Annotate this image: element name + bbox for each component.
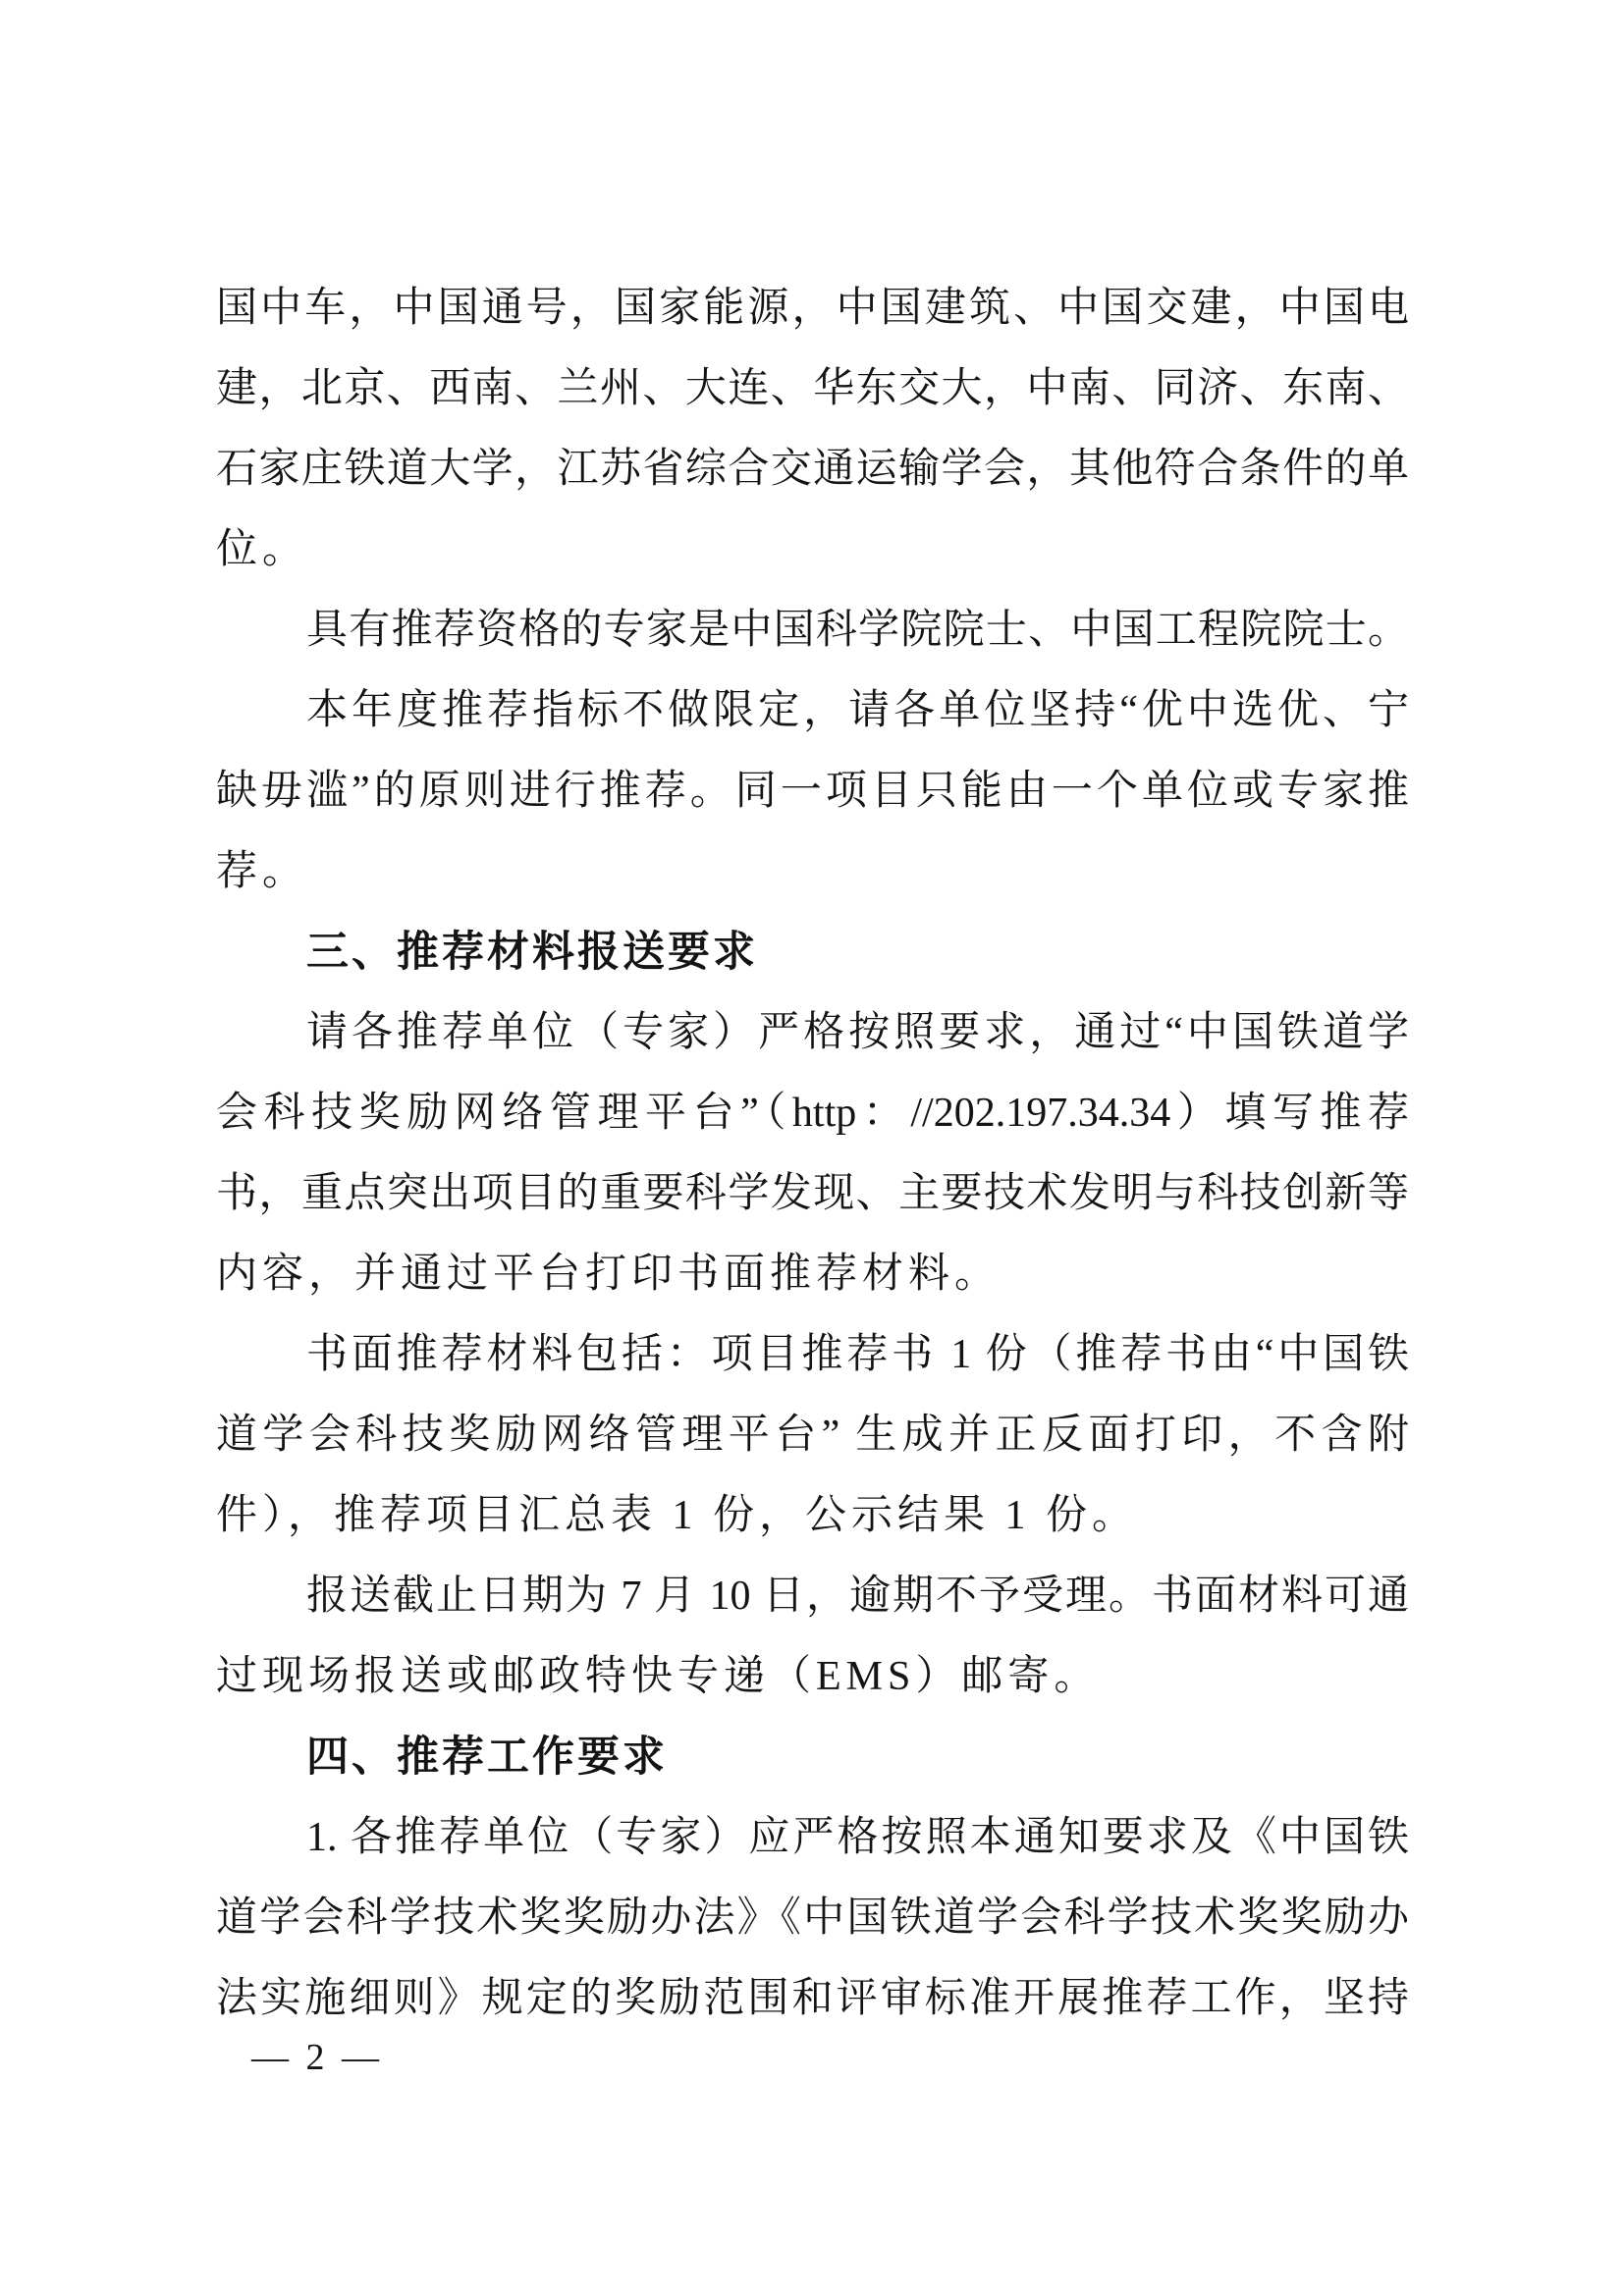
text-line: 本年度推荐指标不做限定，请各单位坚持“优中选优、宁 <box>306 688 1409 733</box>
text-line: 报送截止日期为 7 月 10 日，逾期不予受理。书面材料可通 <box>306 1574 1409 1619</box>
text-line: 法实施细则》规定的奖励范围和评审标准开展推荐工作，坚持 <box>216 1976 1409 2021</box>
text-line: 具有推荐资格的专家是中国科学院院士、中国工程院院士。 <box>306 608 1409 653</box>
text-line: 书面推荐材料包括：项目推荐书 1 份（推荐书由“中国铁 <box>306 1332 1409 1377</box>
text-line: 道学会科学技术奖奖励办法》《中国铁道学会科学技术奖奖励办 <box>216 1896 1409 1941</box>
text-line: 请各推荐单位（专家）严格按照要求，通过“中国铁道学 <box>306 1010 1409 1055</box>
text-line: 过现场报送或邮政特快专递（EMS）邮寄。 <box>216 1654 1101 1699</box>
text-line: 国中车，中国通号，国家能源，中国建筑、中国交建，中国电 <box>216 286 1409 331</box>
text-line: 1. 各推荐单位（专家）应严格按照本通知要求及《中国铁 <box>306 1815 1409 1860</box>
section-heading: 三、推荐材料报送要求 <box>306 929 758 976</box>
section-heading: 四、推荐工作要求 <box>306 1734 668 1781</box>
text-line: 缺毋滥”的原则进行推荐。同一项目只能由一个单位或专家推 <box>216 769 1409 814</box>
text-line: 件），推荐项目汇总表 1 份，公示结果 1 份。 <box>216 1493 1139 1538</box>
document-body <box>216 268 1409 2039</box>
text-line: 石家庄铁道大学，江苏省综合交通运输学会，其他符合条件的单 <box>216 447 1409 492</box>
text-line: 荐。 <box>216 849 309 894</box>
page-number-label: — 2 — <box>251 2037 383 2078</box>
page-number <box>251 2028 383 2087</box>
text-line: 位。 <box>216 527 309 572</box>
text-line: 道学会科技奖励网络管理平台” 生成并正反面打印，不含附 <box>216 1413 1409 1458</box>
text-line: 会科技奖励网络管理平台”（http：//202.197.34.34）填写推荐 <box>216 1091 1409 1136</box>
text-line: 内容，并通过平台打印书面推荐材料。 <box>216 1252 1001 1297</box>
text-line: 书，重点突出项目的重要科学发现、主要技术发明与科技创新等 <box>216 1171 1409 1216</box>
text-line: 建，北京、西南、兰州、大连、华东交大，中南、同济、东南、 <box>216 366 1409 411</box>
